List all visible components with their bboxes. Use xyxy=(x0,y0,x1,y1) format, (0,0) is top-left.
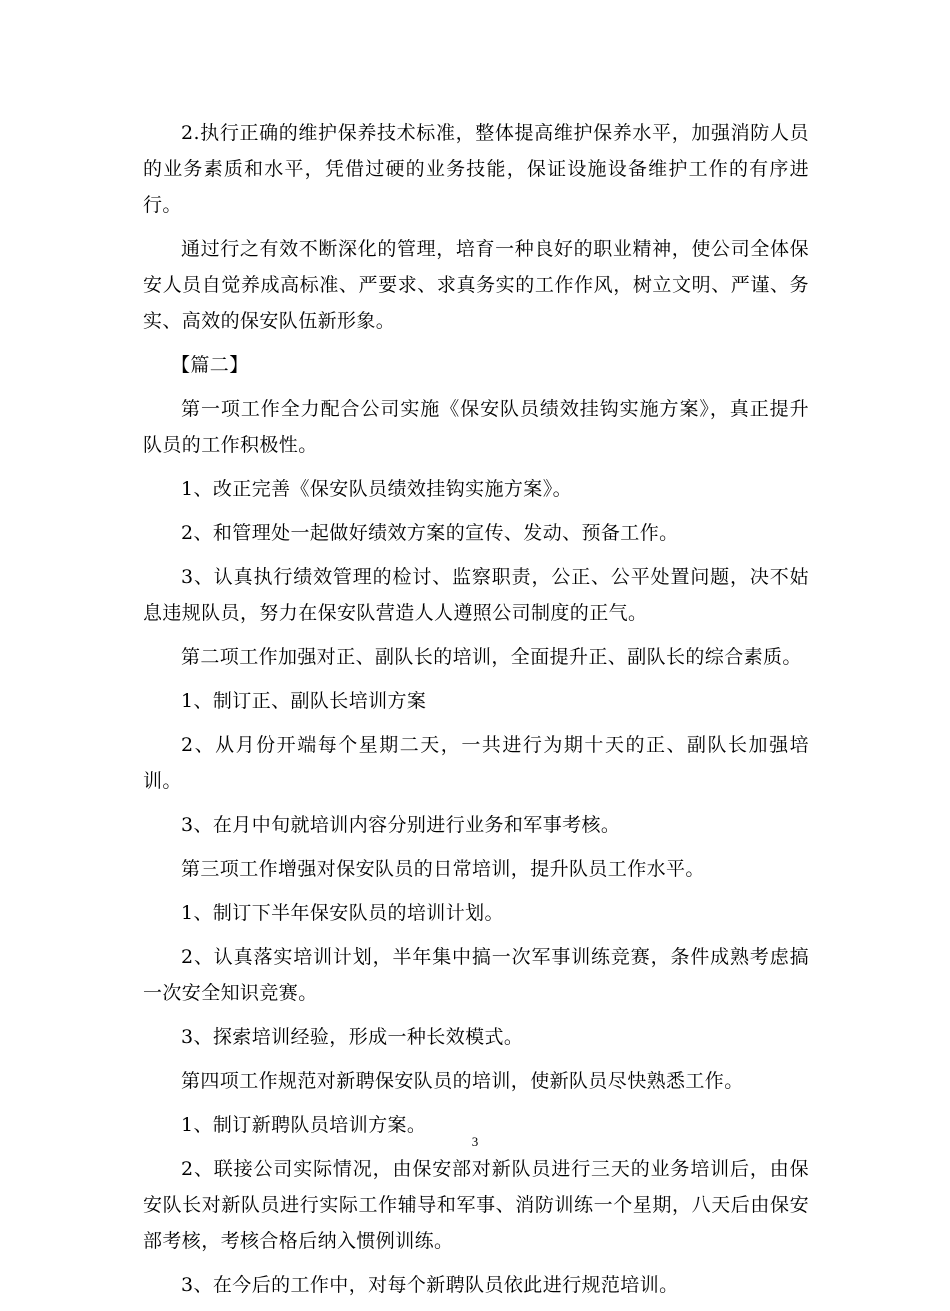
paragraph: 3、在今后的工作中，对每个新聘队员依此进行规范培训。 xyxy=(181,1274,679,1296)
paragraph: 2、和管理处一起做好绩效方案的宣传、发动、预备工作。 xyxy=(181,522,679,544)
paragraph: 第三项工作增强对保安队员的日常培训，提升队员工作水平。 xyxy=(181,858,705,880)
paragraph: 1、制订新聘队员培训方案。 xyxy=(181,1114,427,1136)
paragraph: 第二项工作加强对正、副队长的培训，全面提升正、副队长的综合素质。 xyxy=(181,646,802,668)
paragraph: 2、从月份开端每个星期二天，一共进行为期十天的正、副队长加强培训。 xyxy=(143,734,809,792)
paragraph: 通过行之有效不断深化的管理，培育一种良好的职业精神，使公司全体保安人员自觉养成高标准、严要求、求真务实的工作作风，树立文明、严谨、务实、高效的保安队伍新形象。 xyxy=(143,238,809,332)
document-body xyxy=(143,115,809,1311)
paragraph: 第四项工作规范对新聘保安队员的培训，使新队员尽快熟悉工作。 xyxy=(181,1070,744,1092)
section-heading: 【篇二】 xyxy=(171,354,249,376)
paragraph: 2、认真落实培训计划，半年集中搞一次军事训练竞赛，条件成熟考虑搞一次安全知识竞赛。 xyxy=(143,946,809,1004)
paragraph: 3、探索培训经验，形成一种长效模式。 xyxy=(181,1026,524,1048)
paragraph: 3、在月中旬就培训内容分别进行业务和军事考核。 xyxy=(181,814,621,836)
page-number: 3 xyxy=(471,1134,479,1149)
paragraph: 1、制订下半年保安队员的培训计划。 xyxy=(181,902,504,924)
paragraph: 2、联接公司实际情况，由保安部对新队员进行三天的业务培训后，由保安队长对新队员进行实际工作辅导和军事、消防训练一个星期，八天后由保安部考核，考核合格后纳入惯例训练。 xyxy=(143,1158,809,1252)
paragraph: 第一项工作全力配合公司实施《保安队员绩效挂钩实施方案》，真正提升队员的工作积极性。 xyxy=(143,398,809,456)
paragraph: 1、改正完善《保安队员绩效挂钩实施方案》。 xyxy=(181,478,572,500)
paragraph: 2.执行正确的维护保养技术标准，整体提高维护保养水平，加强消防人员的业务素质和水平，凭借过硬的业务技能，保证设施设备维护工作的有序进行。 xyxy=(143,122,809,216)
paragraph: 1、制订正、副队长培训方案 xyxy=(181,690,427,712)
paragraph: 3、认真执行绩效管理的检讨、监察职责，公正、公平处置问题，决不姑息违规队员，努力在保安队营造人人遵照公司制度的正气。 xyxy=(143,566,809,624)
